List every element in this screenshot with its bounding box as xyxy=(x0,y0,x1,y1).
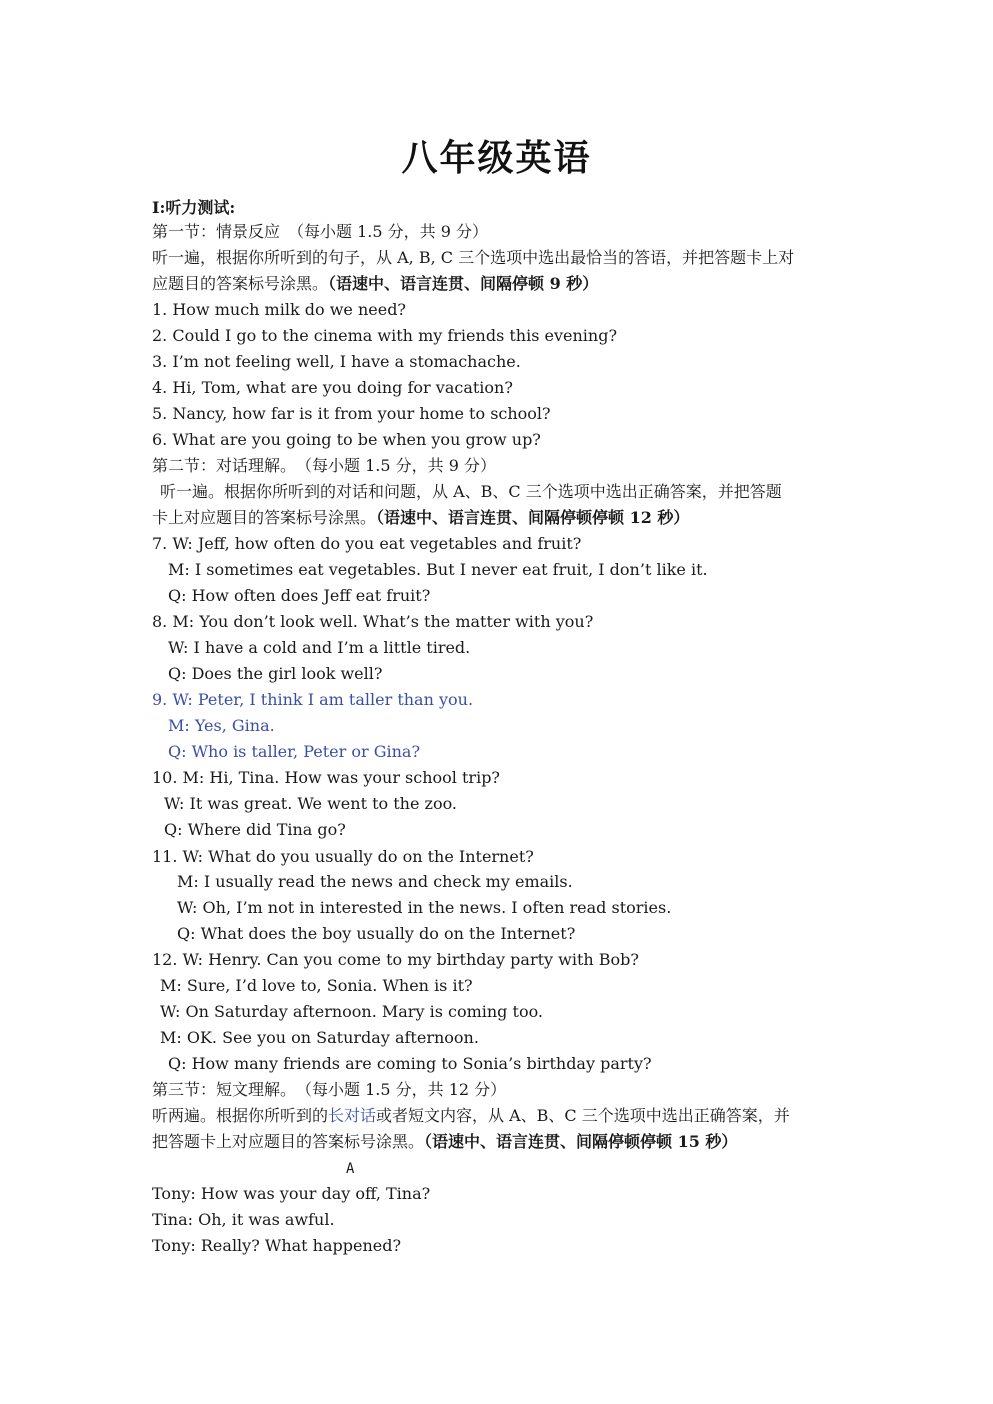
dialog-10-line1: 10. M: Hi, Tina. How was your school trip? xyxy=(152,768,501,787)
dialog-11-line3: W: Oh, I’m not in interested in the news. I often read stories. xyxy=(177,898,672,917)
part1-instructions-line1: 听一遍，根据你所听到的句子，从 A, B, C 三个选项中选出最恰当的答语，并把答题卡上对 xyxy=(152,248,795,267)
passage-line-1: Tony: How was your day off, Tina? xyxy=(152,1184,431,1203)
part3-instructions-line2 xyxy=(152,1132,737,1152)
dialog-11-question: Q: What does the boy usually do on the Internet? xyxy=(177,924,576,943)
timing-note: （语速中、语言连贯、间隔停顿停顿 12 秒） xyxy=(376,508,690,527)
question-3: 3. I’m not feeling well, I have a stomachache. xyxy=(152,352,521,371)
dialog-8-question: Q: Does the girl look well? xyxy=(168,664,383,683)
question-2: 2. Could I go to the cinema with my friends this evening? xyxy=(152,326,618,345)
dialog-12-line2: M: Sure, I’d love to, Sonia. When is it? xyxy=(160,976,473,995)
dialog-8-line1: 8. M: You don’t look well. What’s the matter with you? xyxy=(152,612,594,631)
part2-instructions-line2 xyxy=(152,508,689,528)
dialog-7-question: Q: How often does Jeff eat fruit? xyxy=(168,586,431,605)
dialog-9-line1: 9. W: Peter, I think I am taller than you. xyxy=(152,690,474,709)
dialog-10-line2: W: It was great. We went to the zoo. xyxy=(164,794,458,813)
part2-heading: 第二节：对话理解。 （每小题 1.5 分，共 9 分） xyxy=(152,456,496,475)
dialog-9-line2: M: Yes, Gina. xyxy=(168,716,275,735)
part1-instructions-line2 xyxy=(152,274,598,294)
instructions-text: 把答题卡上对应题目的答案标号涂黑。 xyxy=(152,1132,425,1151)
dialog-7-line1: 7. W: Jeff, how often do you eat vegetables and fruit? xyxy=(152,534,582,553)
dialog-7-line2: M: I sometimes eat vegetables. But I never eat fruit, I don’t like it. xyxy=(168,560,708,579)
timing-note: （语速中、语言连贯、间隔停顿停顿 15 秒） xyxy=(424,1132,738,1151)
question-4: 4. Hi, Tom, what are you doing for vacation? xyxy=(152,378,513,397)
question-5: 5. Nancy, how far is it from your home to school? xyxy=(152,404,551,423)
dialog-12-line1: 12. W: Henry. Can you come to my birthday party with Bob? xyxy=(152,950,639,969)
timing-note: （语速中、语言连贯、间隔停顿 9 秒） xyxy=(328,274,599,293)
question-1: 1. How much milk do we need? xyxy=(152,300,407,319)
passage-label: A xyxy=(346,1161,355,1177)
dialog-11-line2: M: I usually read the news and check my emails. xyxy=(177,872,573,891)
passage-line-3: Tony: Really? What happened? xyxy=(152,1236,402,1255)
dialog-12-question: Q: How many friends are coming to Sonia’s birthday party? xyxy=(168,1054,652,1073)
passage-line-2: Tina: Oh, it was awful. xyxy=(152,1210,335,1229)
part3-heading: 第三节：短文理解。 （每小题 1.5 分，共 12 分） xyxy=(152,1080,507,1099)
section-heading: I:听力测试: xyxy=(152,198,236,217)
highlighted-term: 长对话 xyxy=(328,1106,377,1125)
instructions-text: 或者短文内容，从 A、B、C 三个选项中选出正确答案，并 xyxy=(376,1106,790,1125)
dialog-8-line2: W: I have a cold and I’m a little tired. xyxy=(168,638,471,657)
dialog-9-question: Q: Who is taller, Peter or Gina? xyxy=(168,742,421,761)
question-6: 6. What are you going to be when you grow up? xyxy=(152,430,541,449)
dialog-10-question: Q: Where did Tina go? xyxy=(164,820,346,839)
part2-instructions-line1: 听一遍。根据你所听到的对话和问题，从 A、B、C 三个选项中选出正确答案，并把答题 xyxy=(160,482,782,501)
part1-heading: 第一节：情景反应 （每小题 1.5 分，共 9 分） xyxy=(152,222,488,241)
part3-instructions-line1 xyxy=(152,1106,790,1126)
dialog-12-line3: W: On Saturday afternoon. Mary is coming too. xyxy=(160,1002,544,1021)
instructions-text: 听两遍。根据你所听到的 xyxy=(152,1106,329,1125)
instructions-text: 应题目的答案标号涂黑。 xyxy=(152,274,329,293)
dialog-11-line1: 11. W: What do you usually do on the Internet? xyxy=(152,847,534,866)
instructions-text: 卡上对应题目的答案标号涂黑。 xyxy=(152,508,377,527)
dialog-12-line4: M: OK. See you on Saturday afternoon. xyxy=(160,1028,479,1047)
page-title: 八年级英语 xyxy=(401,138,592,179)
